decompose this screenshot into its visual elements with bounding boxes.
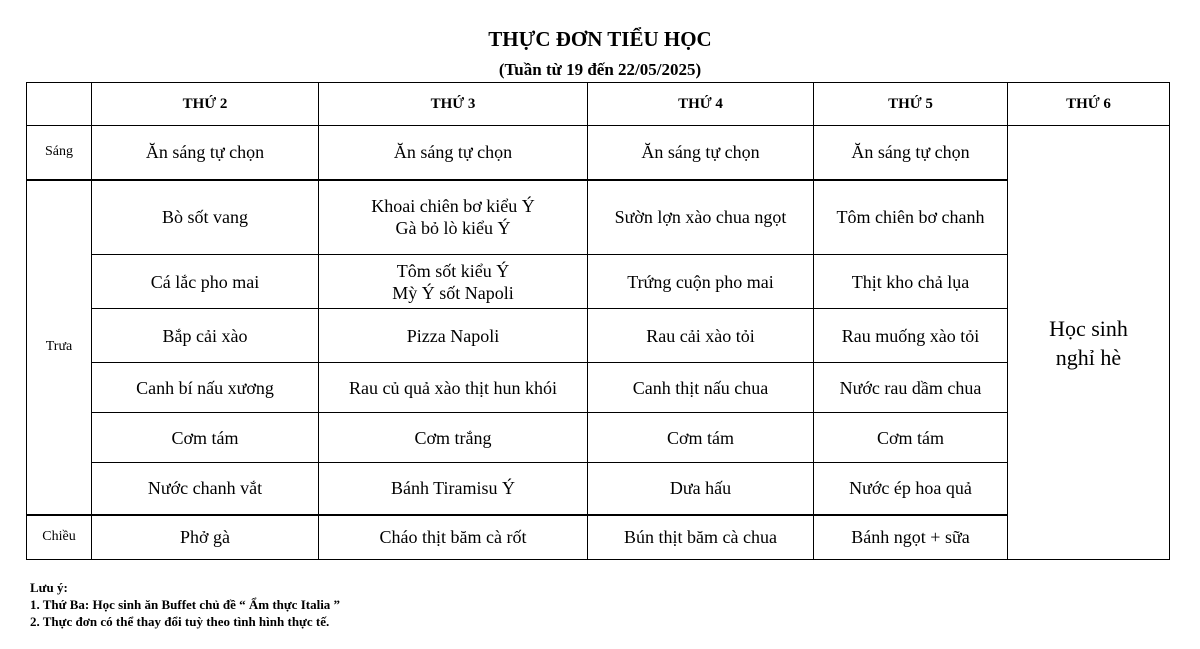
lunch-row: [27, 413, 1170, 463]
menu-cell: Ăn sáng tự chọn: [319, 126, 588, 180]
menu-line: Tôm sốt kiểu Ý: [396, 260, 510, 281]
menu-cell: [319, 180, 588, 255]
corner-cell: [27, 83, 92, 126]
day-header: THỨ 5: [814, 83, 1008, 126]
day-header: THỨ 4: [588, 83, 814, 126]
note-item: 1. Thứ Ba: Học sinh ăn Buffet chủ đề “ Ẩm thực Italia ”: [30, 597, 341, 612]
breakfast-row: [27, 126, 1170, 180]
menu-cell: Cơm tám: [92, 413, 319, 463]
menu-cell: Ăn sáng tự chọn: [92, 126, 319, 180]
menu-cell: Ăn sáng tự chọn: [814, 126, 1008, 180]
day-header: THỨ 2: [92, 83, 319, 126]
menu-cell: Nước rau dầm chua: [814, 363, 1008, 413]
menu-cell: Cơm trắng: [319, 413, 588, 463]
notes-section: [30, 579, 340, 630]
period-label: Chiều: [27, 515, 92, 560]
menu-cell: Trứng cuộn pho mai: [588, 255, 814, 309]
menu-cell: Canh bí nấu xương: [92, 363, 319, 413]
period-label: Sáng: [27, 126, 92, 180]
page-title: THỰC ĐƠN TIỂU HỌC: [488, 27, 712, 51]
header-row: [27, 83, 1170, 126]
menu-cell: Rau củ quả xào thịt hun khói: [319, 363, 588, 413]
lunch-row: [27, 463, 1170, 515]
lunch-row: [27, 180, 1170, 255]
menu-cell: [319, 255, 588, 309]
note-item: 2. Thực đơn có thể thay đổi tuỳ theo tình hình thực tế.: [30, 614, 330, 629]
lunch-row: [27, 363, 1170, 413]
holiday-line: nghỉ hè: [1055, 344, 1122, 370]
menu-line: Khoai chiên bơ kiểu Ý: [371, 196, 535, 217]
menu-cell: Phở gà: [92, 515, 319, 560]
menu-cell: Nước ép hoa quả: [814, 463, 1008, 515]
menu-cell: Sườn lợn xào chua ngọt: [588, 180, 814, 255]
menu-cell: Ăn sáng tự chọn: [588, 126, 814, 180]
menu-cell: Bắp cải xào: [92, 309, 319, 363]
period-label: Trưa: [27, 180, 92, 515]
friday-holiday-cell: [1008, 126, 1170, 560]
menu-cell: Cơm tám: [814, 413, 1008, 463]
menu-cell: Rau cải xào tỏi: [588, 309, 814, 363]
notes-heading: Lưu ý:: [30, 580, 68, 595]
menu-cell: Bánh ngọt + sữa: [814, 515, 1008, 560]
day-header: THỨ 6: [1008, 83, 1170, 126]
menu-cell: Cơm tám: [588, 413, 814, 463]
menu-cell: Bò sốt vang: [92, 180, 319, 255]
menu-cell: Thịt kho chả lụa: [814, 255, 1008, 309]
menu-cell: Cháo thịt băm cà rốt: [319, 515, 588, 560]
menu-cell: Canh thịt nấu chua: [588, 363, 814, 413]
menu-cell: Bánh Tiramisu Ý: [319, 463, 588, 515]
page-subtitle: (Tuần từ 19 đến 22/05/2025): [498, 60, 702, 79]
menu-cell: Nước chanh vắt: [92, 463, 319, 515]
lunch-row: [27, 255, 1170, 309]
day-header: THỨ 3: [319, 83, 588, 126]
afternoon-row: [27, 515, 1170, 560]
holiday-line: Học sinh: [1049, 315, 1128, 341]
menu-cell: Bún thịt băm cà chua: [588, 515, 814, 560]
menu-cell: Rau muống xào tỏi: [814, 309, 1008, 363]
menu-cell: Tôm chiên bơ chanh: [814, 180, 1008, 255]
menu-cell: Dưa hấu: [588, 463, 814, 515]
lunch-row: [27, 309, 1170, 363]
menu-line: Gà bỏ lò kiểu Ý: [395, 218, 511, 239]
menu-line: Mỳ Ý sốt Napoli: [392, 282, 514, 303]
menu-table: [26, 82, 1170, 560]
menu-cell: Pizza Napoli: [319, 309, 588, 363]
menu-cell: Cá lắc pho mai: [92, 255, 319, 309]
